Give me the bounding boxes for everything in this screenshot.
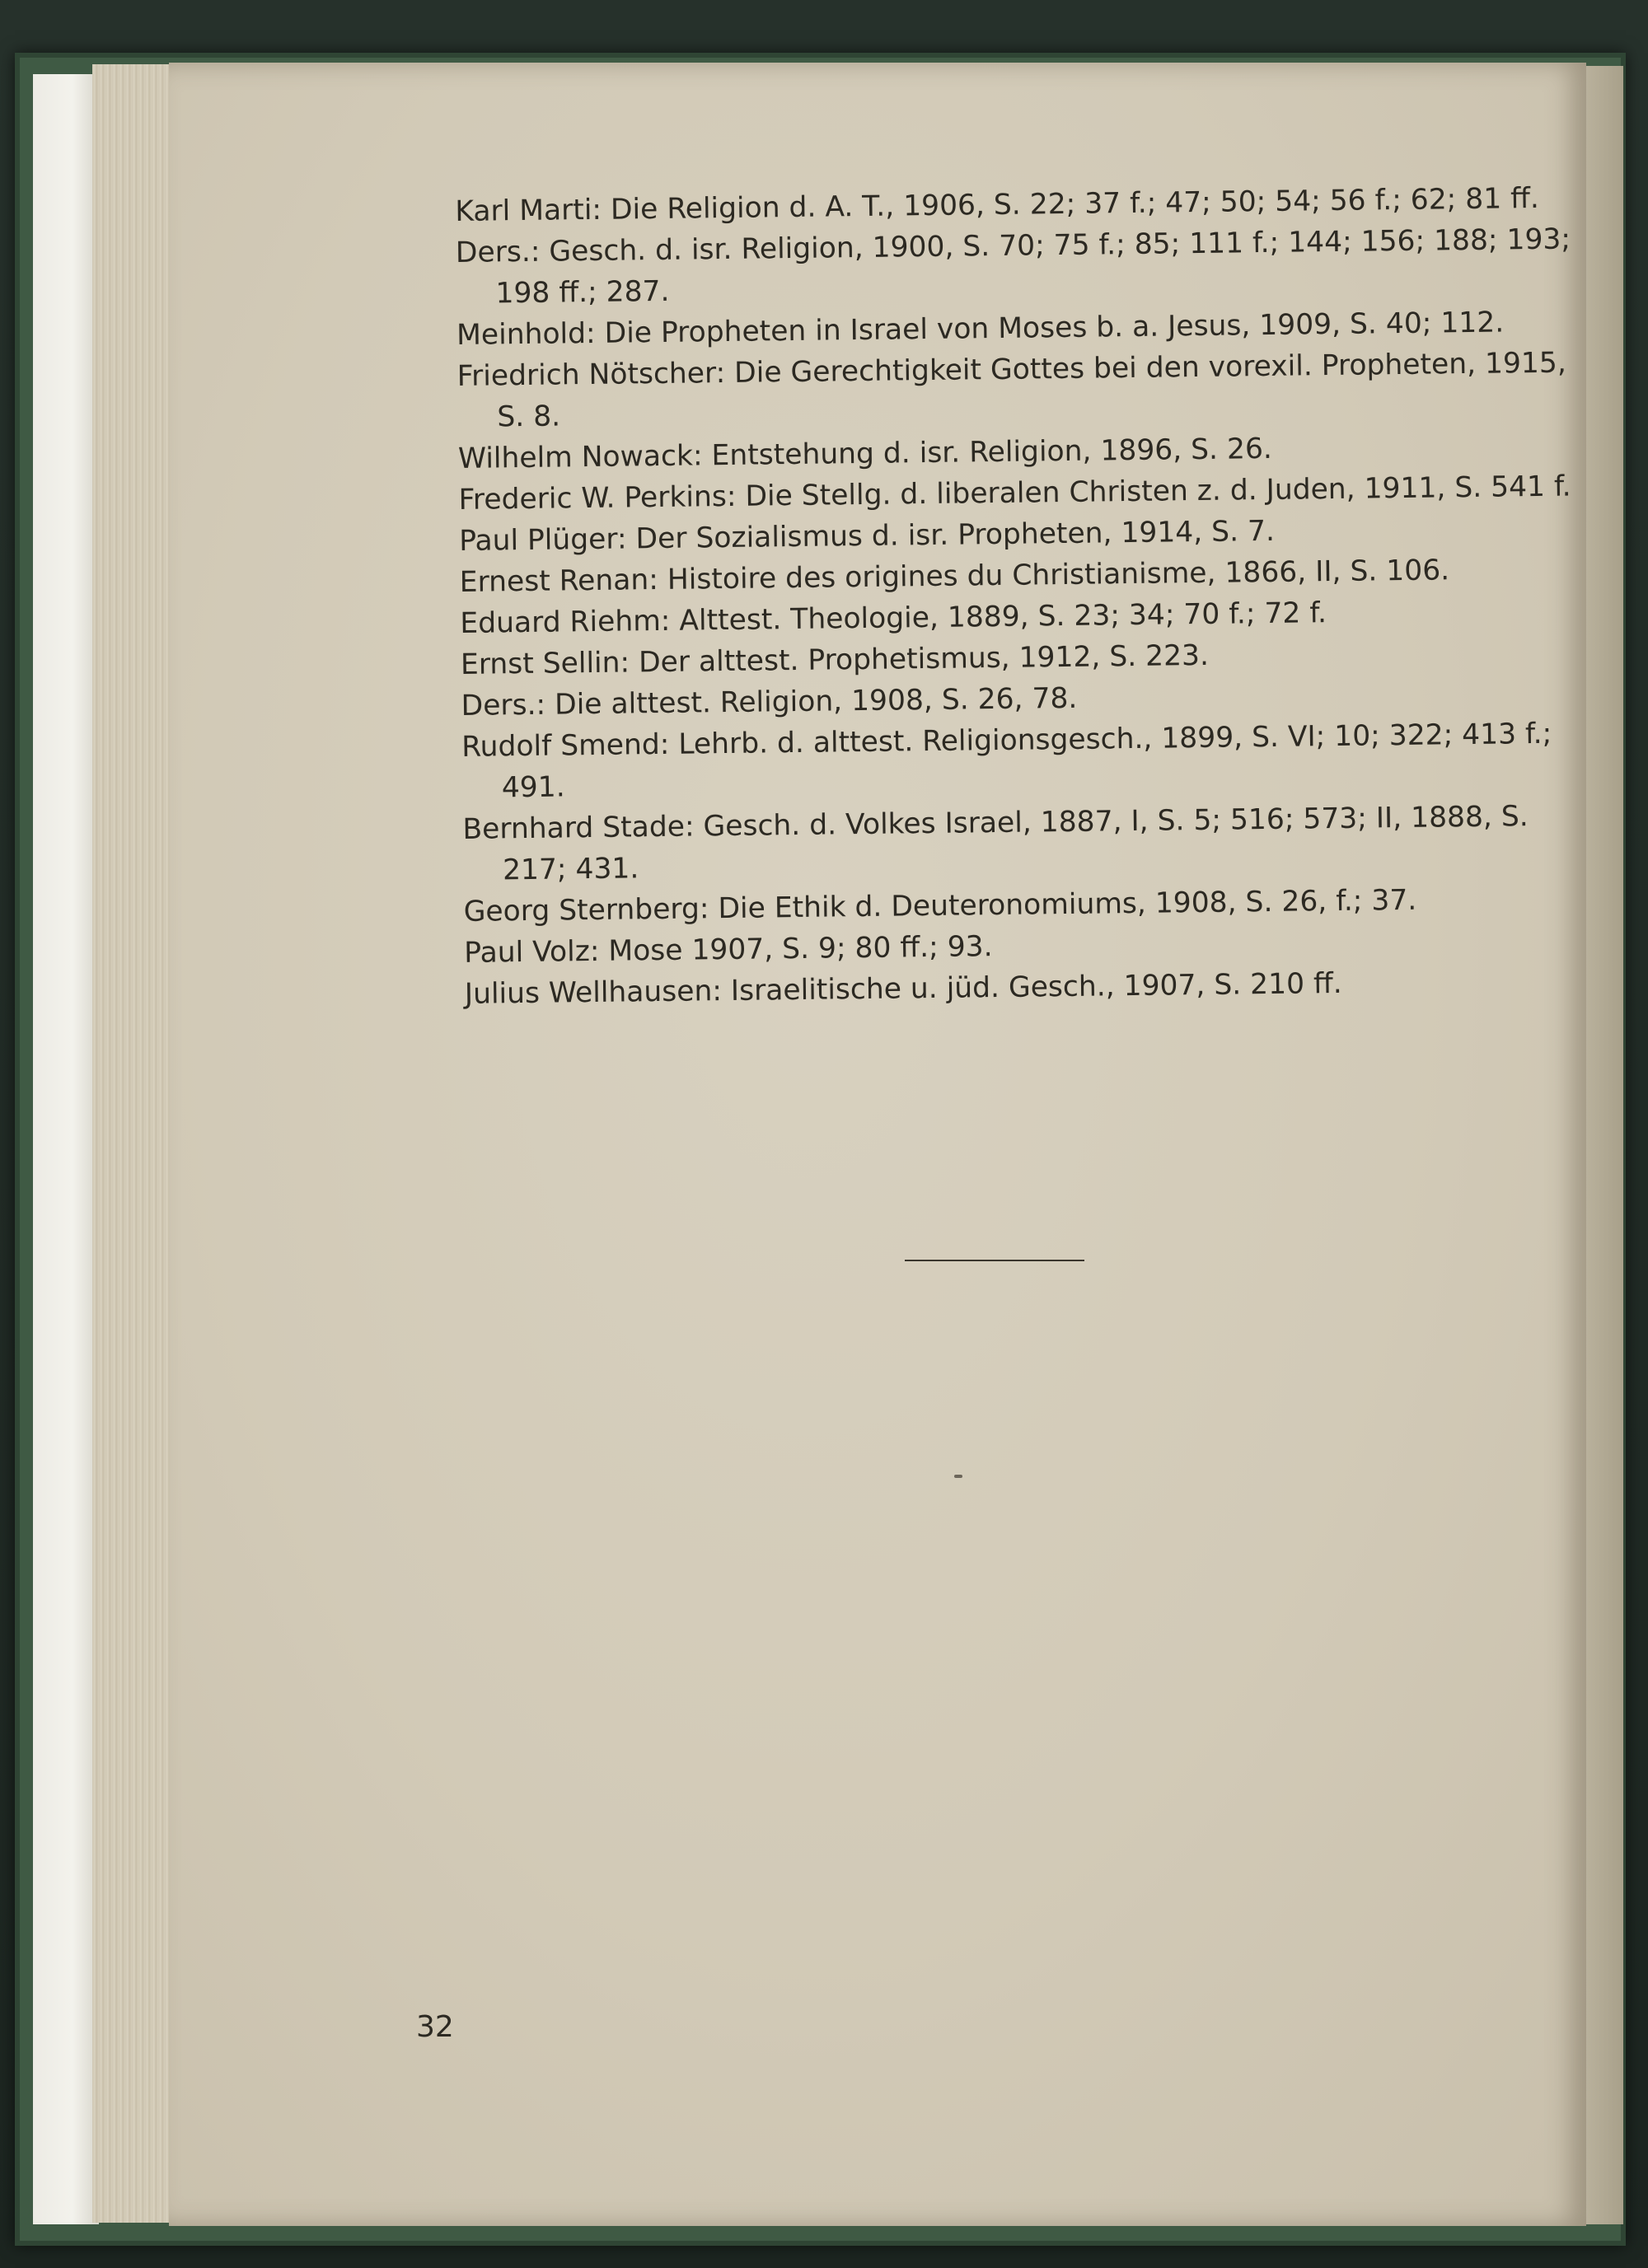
bibliography-entry: Ernst Sellin: Der alttest. Prophetismus, 1912, S. 223.	[460, 638, 1210, 681]
bibliography-entry: Rudolf Smend: Lehrb. d. alttest. Religionsgesch., 1899, S. VI; 10; 322; 413 f.; 491.	[461, 717, 1552, 805]
bibliography-entry: Georg Sternberg: Die Ethik d. Deuteronomiums, 1908, S. 26, f.; 37.	[463, 883, 1417, 928]
bibliography-list	[455, 177, 1602, 1015]
bibliography-entry: Paul Volz: Mose 1907, S. 9; 80 ff.; 93.	[464, 930, 993, 970]
bibliography-entry: Karl Marti: Die Religion d. A. T., 1906, S. 22; 37 f.; 47; 50; 54; 56 f.; 62; 81 ff.	[455, 181, 1540, 228]
bibliography-entry: Frederic W. Perkins: Die Stellg. d. liberalen Christen z. d. Juden, 1911, S. 541 f.	[458, 470, 1571, 517]
bibliography-entry: Meinhold: Die Propheten in Israel von Moses b. a. Jesus, 1909, S. 40; 112.	[456, 306, 1505, 352]
bibliography-entry: Bernhard Stade: Gesch. d. Volkes Israel, 1887, I, S. 5; 516; 573; II, 1888, S. 217; 431.	[462, 800, 1529, 887]
endpaper	[33, 74, 99, 2224]
bibliography-entry: Eduard Riehm: Alttest. Theologie, 1889, S. 23; 34; 70 f.; 72 f.	[460, 596, 1327, 640]
section-divider-rule	[905, 1260, 1084, 1261]
bibliography-entry: Ders.: Gesch. d. isr. Religion, 1900, S. 70; 75 f.; 85; 111 f.; 144; 156; 188; 193; 198 ff.; 287.	[455, 222, 1571, 311]
bibliography-entry: Paul Plüger: Der Sozialismus d. isr. Propheten, 1914, S. 7.	[458, 514, 1276, 558]
page-number: 32	[416, 2010, 454, 2044]
paper-speck	[954, 1475, 962, 1478]
bibliography-entry: Ders.: Die alttest. Religion, 1908, S. 26, 78.	[461, 681, 1078, 722]
bibliography-entry: Julius Wellhausen: Israelitische u. jüd. Gesch., 1907, S. 210 ff.	[464, 966, 1342, 1011]
bibliography-entry: Friedrich Nötscher: Die Gerechtigkeit Gottes bei den vorexil. Propheten, 1915, S. 8.	[456, 346, 1567, 434]
bibliography-entry: Ernest Renan: Histoire des origines du Christianisme, 1866, II, S. 106.	[459, 554, 1450, 599]
bibliography-entry: Wilhelm Nowack: Entstehung d. isr. Religion, 1896, S. 26.	[457, 432, 1273, 475]
